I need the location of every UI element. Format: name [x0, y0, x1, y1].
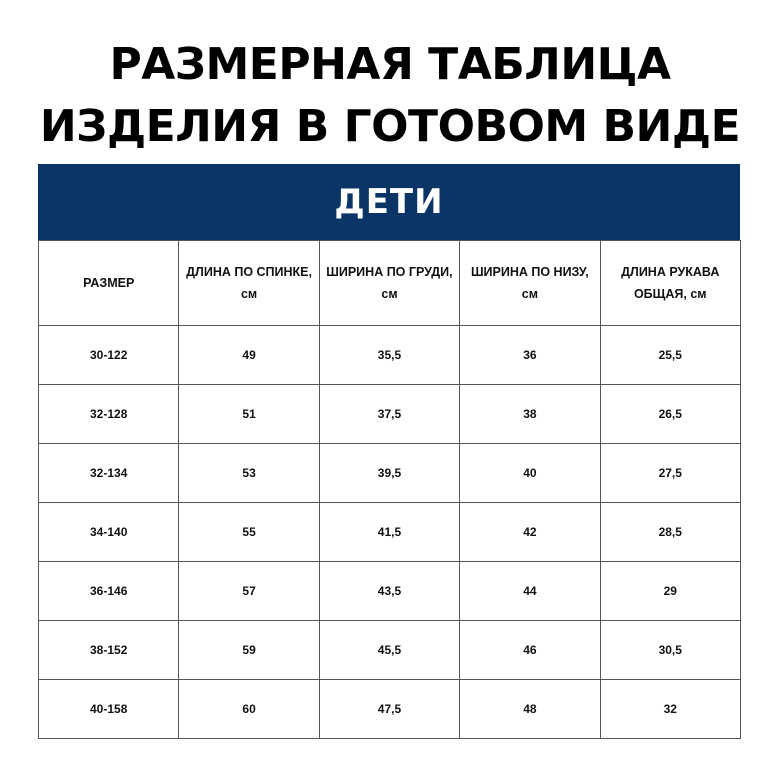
cell-chest-width: 45,5: [319, 621, 459, 680]
table-header-row: [39, 241, 741, 326]
cell-bottom-width: 48: [460, 680, 600, 739]
cell-back-length: 51: [179, 385, 319, 444]
cell-bottom-width: 44: [460, 562, 600, 621]
cell-sleeve-length: 28,5: [600, 503, 740, 562]
table-row: [39, 562, 741, 621]
cell-size: 36-146: [39, 562, 179, 621]
cell-bottom-width: 40: [460, 444, 600, 503]
header-back-length: ДЛИНА ПО СПИНКЕ, см: [179, 241, 319, 326]
size-table: [38, 240, 741, 739]
cell-chest-width: 47,5: [319, 680, 459, 739]
cell-bottom-width: 38: [460, 385, 600, 444]
cell-back-length: 55: [179, 503, 319, 562]
table-row: [39, 326, 741, 385]
table-row: [39, 621, 741, 680]
page-title-line-2: ИЗДЕЛИЯ В ГОТОВОМ ВИДЕ: [39, 101, 741, 152]
cell-sleeve-length: 27,5: [600, 444, 740, 503]
cell-bottom-width: 42: [460, 503, 600, 562]
cell-bottom-width: 46: [460, 621, 600, 680]
cell-chest-width: 39,5: [319, 444, 459, 503]
page-title: [0, 34, 780, 158]
cell-chest-width: 37,5: [319, 385, 459, 444]
table-row: [39, 385, 741, 444]
cell-sleeve-length: 25,5: [600, 326, 740, 385]
cell-chest-width: 43,5: [319, 562, 459, 621]
cell-back-length: 59: [179, 621, 319, 680]
page-title-line-1: РАЗМЕРНАЯ ТАБЛИЦА: [109, 39, 671, 90]
cell-chest-width: 35,5: [319, 326, 459, 385]
cell-sleeve-length: 30,5: [600, 621, 740, 680]
header-sleeve-length: ДЛИНА РУКАВА ОБЩАЯ, см: [600, 241, 740, 326]
cell-size: 32-134: [39, 444, 179, 503]
cell-size: 40-158: [39, 680, 179, 739]
cell-size: 38-152: [39, 621, 179, 680]
cell-back-length: 49: [179, 326, 319, 385]
cell-sleeve-length: 32: [600, 680, 740, 739]
cell-sleeve-length: 29: [600, 562, 740, 621]
header-chest-width: ШИРИНА ПО ГРУДИ, см: [319, 241, 459, 326]
section-banner: ДЕТИ: [38, 164, 740, 240]
cell-back-length: 53: [179, 444, 319, 503]
header-size: РАЗМЕР: [39, 241, 179, 326]
cell-size: 32-128: [39, 385, 179, 444]
cell-size: 34-140: [39, 503, 179, 562]
cell-size: 30-122: [39, 326, 179, 385]
table-row: [39, 680, 741, 739]
table-body: [39, 326, 741, 739]
table-row: [39, 444, 741, 503]
size-table-container: [38, 164, 740, 739]
table-row: [39, 503, 741, 562]
header-bottom-width: ШИРИНА ПО НИЗУ, см: [460, 241, 600, 326]
cell-sleeve-length: 26,5: [600, 385, 740, 444]
cell-back-length: 57: [179, 562, 319, 621]
cell-back-length: 60: [179, 680, 319, 739]
cell-bottom-width: 36: [460, 326, 600, 385]
cell-chest-width: 41,5: [319, 503, 459, 562]
